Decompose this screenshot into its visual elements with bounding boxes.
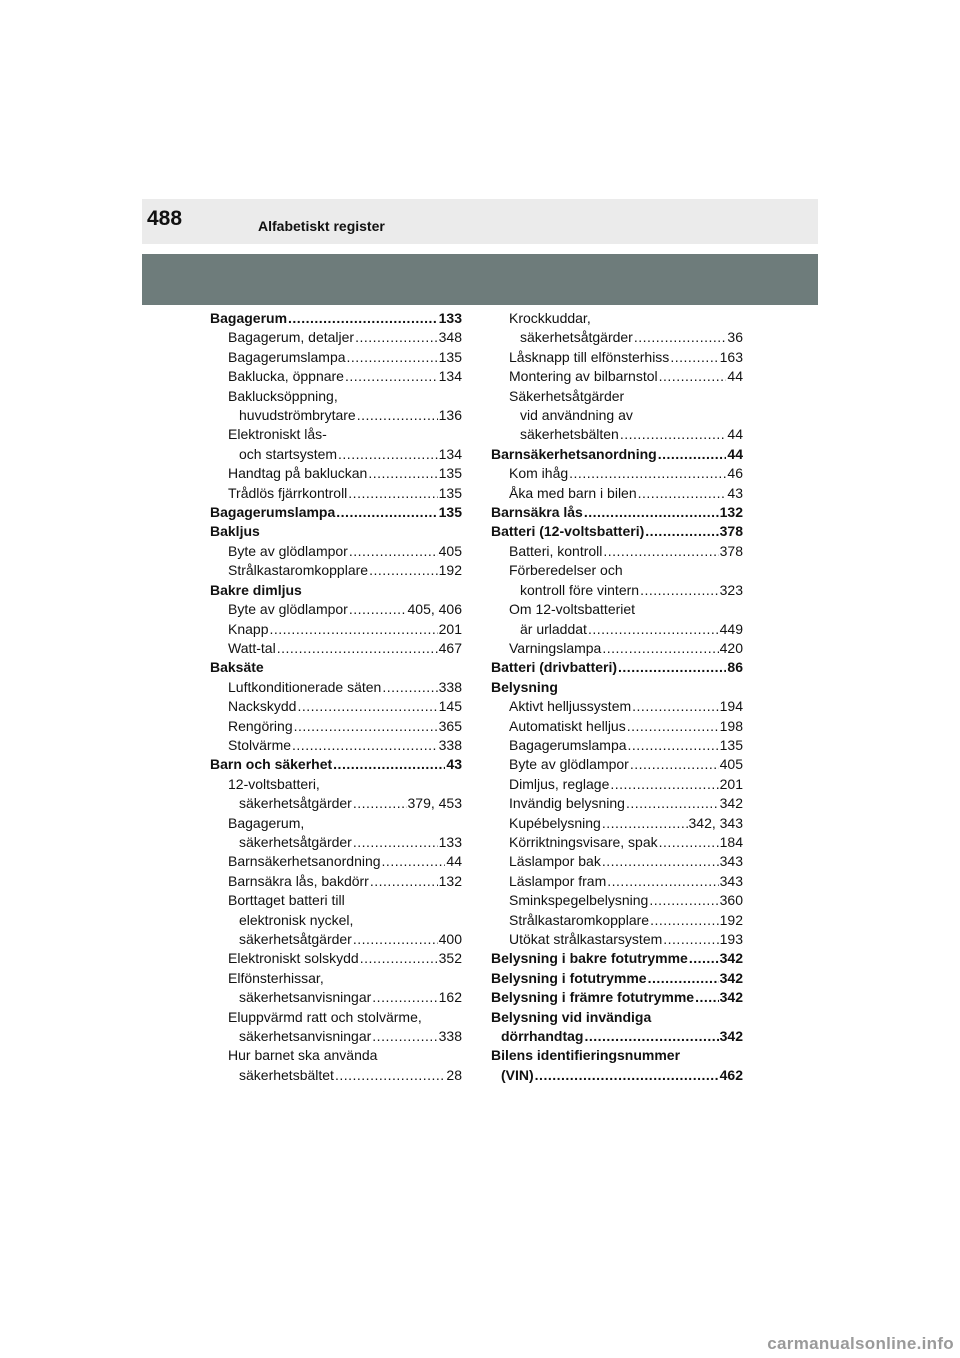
index-page-ref: 46 xyxy=(727,465,743,482)
index-term: och startsystem xyxy=(239,445,338,462)
index-term: Borttaget batteri till xyxy=(228,892,345,909)
index-entry xyxy=(210,833,462,852)
dot-leader xyxy=(269,620,437,639)
index-entry xyxy=(491,736,743,755)
index-page-ref: 132 xyxy=(719,504,743,521)
index-entry xyxy=(491,484,743,503)
dot-leader xyxy=(663,930,718,949)
index-entry xyxy=(210,581,462,600)
dot-leader xyxy=(610,775,718,794)
dot-leader xyxy=(632,697,718,716)
dot-leader xyxy=(670,348,718,367)
dot-leader xyxy=(333,755,445,774)
index-term: Kom ihåg xyxy=(509,465,569,482)
index-term: Baklucka, öppnare xyxy=(228,368,344,385)
index-page-ref: 201 xyxy=(438,620,462,637)
index-page-ref: 467 xyxy=(438,639,462,656)
index-page-ref: 135 xyxy=(438,484,462,501)
index-term: Dimljus, reglage xyxy=(509,775,610,792)
index-page-ref: 405, 406 xyxy=(407,601,462,618)
index-entry xyxy=(210,1027,462,1046)
index-page-ref: 348 xyxy=(438,329,462,346)
dot-leader xyxy=(372,1027,437,1046)
index-entry xyxy=(491,930,743,949)
index-term: vid användning av xyxy=(520,407,633,424)
index-term: Byte av glödlampor xyxy=(228,601,348,618)
index-entry xyxy=(491,620,743,639)
index-term: Åka med barn i bilen xyxy=(509,484,637,501)
dot-leader xyxy=(382,678,437,697)
index-term: säkerhetsåtgärder xyxy=(239,833,352,850)
dot-leader xyxy=(353,930,438,949)
dot-leader xyxy=(618,658,726,677)
index-term: Eluppvärmd ratt och stolvärme, xyxy=(228,1008,422,1025)
dot-leader xyxy=(607,872,718,891)
index-term: Elfönsterhissar, xyxy=(228,969,324,986)
index-term: Körriktningsvisare, spak xyxy=(509,833,658,850)
index-entry xyxy=(491,464,743,483)
index-page-ref: 378 xyxy=(719,542,743,559)
index-term: Bilens identifieringsnummer xyxy=(491,1047,681,1064)
index-entry xyxy=(210,775,462,794)
index-term: Byte av glödlampor xyxy=(228,542,348,559)
index-term: Bagagerum xyxy=(210,310,288,326)
index-page-ref: 43 xyxy=(727,484,743,501)
index-term: Hur barnet ska använda xyxy=(228,1047,378,1064)
dot-leader xyxy=(658,445,727,464)
dot-leader xyxy=(288,309,438,328)
index-term: Watt-tal xyxy=(228,639,276,656)
index-term: Belysning i bakre fotutrymme xyxy=(491,950,688,967)
dot-leader xyxy=(626,794,719,813)
dot-leader xyxy=(628,736,719,755)
dot-leader xyxy=(294,717,438,736)
index-page-ref: 342 xyxy=(719,969,743,986)
index-entry xyxy=(210,464,462,483)
index-page-ref: 43 xyxy=(446,756,462,773)
index-term: dörrhandtag xyxy=(501,1028,584,1045)
header-band xyxy=(142,254,818,305)
index-entry xyxy=(491,969,743,988)
index-term: Säkerhetsåtgärder xyxy=(509,387,625,404)
index-term: säkerhetsanvisningar xyxy=(239,989,372,1006)
dot-leader xyxy=(640,581,719,600)
index-page-ref: 135 xyxy=(438,504,462,521)
index-page-ref: 36 xyxy=(727,329,743,346)
dot-leader xyxy=(382,852,446,871)
index-term: kontroll före vintern xyxy=(520,581,640,598)
dot-leader xyxy=(649,891,718,910)
dot-leader xyxy=(645,522,718,541)
index-page-ref: 420 xyxy=(719,639,743,656)
index-term: Baklucksöppning, xyxy=(228,387,338,404)
dot-leader xyxy=(602,639,718,658)
index-term: Läslampor bak xyxy=(509,853,601,870)
index-entry xyxy=(491,988,743,1007)
index-entry xyxy=(491,561,743,580)
index-term: Strålkastaromkopplare xyxy=(509,911,650,928)
index-term: säkerhetsanvisningar xyxy=(239,1028,372,1045)
index-entry xyxy=(491,328,743,347)
index-term: Bakre dimljus xyxy=(210,581,302,598)
index-page-ref: 192 xyxy=(719,911,743,928)
index-term: Batteri, kontroll xyxy=(509,542,603,559)
index-entry xyxy=(210,561,462,580)
index-term: Barnsäkerhetsanordning xyxy=(491,445,657,462)
index-entry xyxy=(210,891,462,910)
index-term: säkerhetsbältet xyxy=(239,1066,334,1083)
dot-leader xyxy=(277,639,438,658)
dot-leader xyxy=(620,425,727,444)
dot-leader xyxy=(584,503,719,522)
index-entry xyxy=(491,891,743,910)
dot-leader xyxy=(353,794,407,813)
index-page-ref: 338 xyxy=(438,678,462,695)
index-entry xyxy=(491,658,743,677)
index-page-ref: 342 xyxy=(719,795,743,812)
index-entry xyxy=(491,445,743,464)
index-entry xyxy=(210,794,462,813)
header-bar xyxy=(142,199,818,244)
index-page-ref: 342, 343 xyxy=(688,814,743,831)
index-entry xyxy=(491,522,743,541)
index-entry xyxy=(491,1046,743,1065)
index-entry xyxy=(210,697,462,716)
dot-leader xyxy=(292,736,438,755)
index-term: Batteri (drivbatteri) xyxy=(491,659,618,676)
index-entry xyxy=(210,736,462,755)
dot-leader xyxy=(689,949,719,968)
dot-leader xyxy=(695,988,719,1007)
index-entry xyxy=(210,309,462,328)
dot-leader xyxy=(648,969,719,988)
index-entry xyxy=(210,348,462,367)
index-entry xyxy=(491,425,743,444)
index-entry xyxy=(491,833,743,852)
index-term: Krockkuddar, xyxy=(509,310,591,326)
index-entry xyxy=(491,581,743,600)
index-entry xyxy=(210,639,462,658)
index-page-ref: 405 xyxy=(438,542,462,559)
index-entry xyxy=(210,930,462,949)
dot-leader xyxy=(345,367,438,386)
index-term: Kupébelysning xyxy=(509,814,601,831)
index-term: Batteri (12-voltsbatteri) xyxy=(491,523,645,540)
index-entry xyxy=(491,911,743,930)
index-page-ref: 192 xyxy=(438,562,462,579)
index-term: Bagagerum, detaljer xyxy=(228,329,355,346)
index-entry xyxy=(210,949,462,968)
dot-leader xyxy=(602,814,688,833)
index-page-ref: 201 xyxy=(719,775,743,792)
index-page-ref: 132 xyxy=(438,872,462,889)
dot-leader xyxy=(347,348,438,367)
index-entry xyxy=(491,1066,743,1085)
index-term: Om 12-voltsbatteriet xyxy=(509,601,636,618)
page-number: 488 xyxy=(147,207,183,230)
index-entry xyxy=(491,794,743,813)
dot-leader xyxy=(355,328,438,347)
index-entry xyxy=(491,542,743,561)
index-entry xyxy=(210,484,462,503)
index-page-ref: 360 xyxy=(719,892,743,909)
index-entry xyxy=(491,600,743,619)
index-page-ref: 162 xyxy=(438,989,462,1006)
dot-leader xyxy=(372,988,437,1007)
index-page-ref: 135 xyxy=(719,736,743,753)
index-term: Bagagerumslampa xyxy=(210,504,336,521)
index-entry xyxy=(210,445,462,464)
index-entry xyxy=(491,717,743,736)
index-entry xyxy=(210,600,462,619)
index-term: Elektroniskt lås- xyxy=(228,426,327,443)
index-entry xyxy=(491,775,743,794)
index-term: (VIN) xyxy=(501,1066,534,1083)
dot-leader xyxy=(630,755,719,774)
index-entry xyxy=(210,542,462,561)
index-term: Luftkonditionerade säten xyxy=(228,678,382,695)
index-page-ref: 145 xyxy=(438,698,462,715)
index-term: Belysning vid invändiga xyxy=(491,1008,652,1025)
dot-leader xyxy=(603,542,718,561)
index-term: säkerhetsbälten xyxy=(520,426,619,443)
index-term: Låsknapp till elfönsterhiss xyxy=(509,348,670,365)
index-column-right xyxy=(491,309,743,1085)
dot-leader xyxy=(338,445,438,464)
index-entry xyxy=(491,949,743,968)
index-term: Läslampor fram xyxy=(509,872,607,889)
index-page-ref: 44 xyxy=(727,368,743,385)
dot-leader xyxy=(659,367,727,386)
index-term: Bagagerumslampa xyxy=(228,348,346,365)
index-term: Rengöring xyxy=(228,717,293,734)
index-entry xyxy=(491,503,743,522)
index-term: Bagagerumslampa xyxy=(509,736,627,753)
dot-leader xyxy=(602,852,719,871)
index-page-ref: 194 xyxy=(719,698,743,715)
index-term: Invändig belysning xyxy=(509,795,625,812)
index-entry xyxy=(210,911,462,930)
dot-leader xyxy=(588,620,719,639)
index-page-ref: 323 xyxy=(719,581,743,598)
index-entry xyxy=(210,1008,462,1027)
index-term: Handtag på bakluckan xyxy=(228,465,368,482)
index-page-ref: 133 xyxy=(438,310,462,326)
index-entry xyxy=(210,522,462,541)
index-column-left xyxy=(210,309,462,1085)
watermark: carmanualsonline.info xyxy=(767,1334,954,1353)
index-entry xyxy=(210,425,462,444)
index-term: 12-voltsbatteri, xyxy=(228,775,320,792)
index-page-ref: 462 xyxy=(719,1066,743,1083)
dot-leader xyxy=(535,1066,719,1085)
index-page-ref: 86 xyxy=(727,659,743,676)
dot-leader xyxy=(357,406,438,425)
index-page-ref: 449 xyxy=(719,620,743,637)
index-entry xyxy=(491,406,743,425)
index-entry xyxy=(210,620,462,639)
index-entry xyxy=(491,309,743,328)
index-entry xyxy=(210,658,462,677)
index-term: Trådlös fjärrkontroll xyxy=(228,484,348,501)
index-term: Baksäte xyxy=(210,659,264,676)
dot-leader xyxy=(335,1066,445,1085)
dot-leader xyxy=(584,1027,718,1046)
index-entry xyxy=(210,387,462,406)
index-entry xyxy=(210,503,462,522)
index-entry xyxy=(210,367,462,386)
index-entry xyxy=(491,814,743,833)
index-term: Bakljus xyxy=(210,523,260,540)
index-entry xyxy=(210,1066,462,1085)
index-entry xyxy=(491,1008,743,1027)
index-page-ref: 342 xyxy=(719,1028,743,1045)
index-page-ref: 379, 453 xyxy=(407,795,462,812)
index-page-ref: 134 xyxy=(438,445,462,462)
index-page-ref: 133 xyxy=(438,833,462,850)
index-entry xyxy=(491,1027,743,1046)
index-term: Barnsäkra lås, bakdörr xyxy=(228,872,369,889)
index-term: Belysning i fotutrymme xyxy=(491,969,647,986)
index-entry xyxy=(491,755,743,774)
index-page-ref: 338 xyxy=(438,736,462,753)
dot-leader xyxy=(638,484,727,503)
index-page-ref: 136 xyxy=(438,407,462,424)
index-term: Aktivt helljussystem xyxy=(509,698,632,715)
index-entry xyxy=(210,814,462,833)
index-term: elektronisk nyckel, xyxy=(239,911,354,928)
dot-leader xyxy=(348,484,437,503)
dot-leader xyxy=(336,503,437,522)
index-entry xyxy=(210,852,462,871)
index-term: Belysning i främre fotutrymme xyxy=(491,989,695,1006)
index-term: säkerhetsåtgärder xyxy=(520,329,633,346)
index-page-ref: 352 xyxy=(438,950,462,967)
index-entry xyxy=(210,755,462,774)
index-page-ref: 198 xyxy=(719,717,743,734)
index-page-ref: 134 xyxy=(438,368,462,385)
index-page-ref: 342 xyxy=(719,950,743,967)
index-entry xyxy=(210,969,462,988)
index-entry xyxy=(210,406,462,425)
index-page-ref: 405 xyxy=(719,756,743,773)
index-term: Knapp xyxy=(228,620,269,637)
index-entry xyxy=(210,678,462,697)
index-term: säkerhetsåtgärder xyxy=(239,795,352,812)
index-page-ref: 343 xyxy=(719,872,743,889)
dot-leader xyxy=(634,328,727,347)
index-entry xyxy=(491,348,743,367)
index-page-ref: 400 xyxy=(438,931,462,947)
index-entry xyxy=(491,697,743,716)
index-page-ref: 365 xyxy=(438,717,462,734)
dot-leader xyxy=(627,717,719,736)
index-term: Stolvärme xyxy=(228,736,292,753)
dot-leader xyxy=(368,464,437,483)
index-entry xyxy=(491,852,743,871)
index-page-ref: 378 xyxy=(719,523,743,540)
index-term: Varningslampa xyxy=(509,639,602,656)
dot-leader xyxy=(659,833,719,852)
index-page-ref: 44 xyxy=(727,426,743,443)
dot-leader xyxy=(370,872,438,891)
dot-leader xyxy=(349,600,407,619)
index-term: Barnsäkerhetsanordning xyxy=(228,853,381,870)
index-term: Förberedelser och xyxy=(509,562,623,579)
index-term: är urladdat xyxy=(520,620,587,637)
index-entry xyxy=(491,872,743,891)
index-page-ref: 135 xyxy=(438,348,462,365)
dot-leader xyxy=(569,464,726,483)
index-page-ref: 342 xyxy=(719,989,743,1006)
index-term: Strålkastaromkopplare xyxy=(228,562,369,579)
index-page-ref: 193 xyxy=(719,931,743,947)
index-entry xyxy=(491,678,743,697)
section-title: Alfabetiskt register xyxy=(258,218,385,234)
index-entry xyxy=(210,988,462,1007)
index-entry xyxy=(491,387,743,406)
index-entry xyxy=(210,328,462,347)
dot-leader xyxy=(349,542,438,561)
index-entry xyxy=(491,367,743,386)
index-term: Barnsäkra lås xyxy=(491,504,583,521)
index-term: Elektroniskt solskydd xyxy=(228,950,359,967)
index-page-ref: 163 xyxy=(719,348,743,365)
index-term: Montering av bilbarnstol xyxy=(509,368,658,385)
dot-leader xyxy=(353,833,438,852)
index-page-ref: 28 xyxy=(446,1066,462,1083)
dot-leader xyxy=(360,949,438,968)
index-term: Byte av glödlampor xyxy=(509,756,629,773)
index-entry xyxy=(210,1046,462,1065)
index-term: Barn och säkerhet xyxy=(210,756,333,773)
index-term: Nackskydd xyxy=(228,698,297,715)
index-term: Bagagerum, xyxy=(228,814,305,831)
index-page-ref: 44 xyxy=(446,853,462,870)
index-page-ref: 44 xyxy=(727,445,743,462)
index-term: Automatiskt helljus xyxy=(509,717,626,734)
index-term: säkerhetsåtgärder xyxy=(239,931,352,947)
index-term: Sminkspegelbelysning xyxy=(509,892,649,909)
dot-leader xyxy=(650,911,719,930)
index-page-ref: 184 xyxy=(719,833,743,850)
index-entry xyxy=(210,872,462,891)
index-page-ref: 135 xyxy=(438,465,462,482)
dot-leader xyxy=(297,697,437,716)
index-term: huvudströmbrytare xyxy=(239,407,356,424)
index-term: Belysning xyxy=(491,678,558,695)
index-entry xyxy=(210,717,462,736)
index-term: Utökat strålkastarsystem xyxy=(509,931,663,947)
index-page-ref: 343 xyxy=(719,853,743,870)
index-page-ref: 338 xyxy=(438,1028,462,1045)
index-entry xyxy=(491,639,743,658)
dot-leader xyxy=(369,561,438,580)
